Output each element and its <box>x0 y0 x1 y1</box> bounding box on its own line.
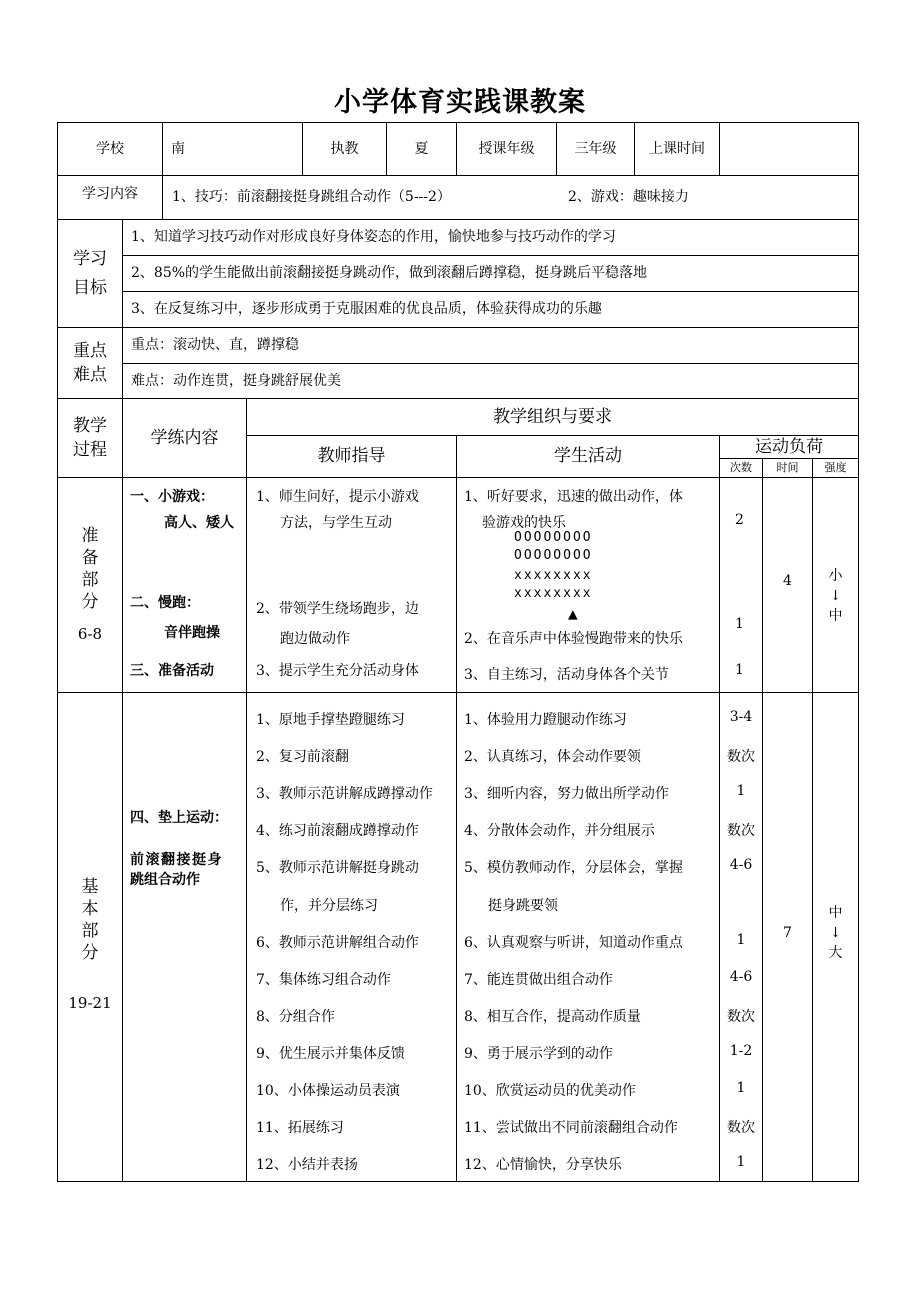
basic-teacher-line: 2、复习前滚翻 <box>256 749 349 766</box>
key-point: 重点：滚动快、直，蹲撑稳 <box>131 337 299 354</box>
arrow-down-icon: ↓ <box>829 924 842 941</box>
basic-teacher-line: 12、小结并表扬 <box>256 1157 358 1174</box>
basic-counts-line: 1 <box>736 783 746 800</box>
basic-teacher-line: 11、拓展练习 <box>256 1120 344 1137</box>
basic-intensity-end: 大 <box>828 945 843 962</box>
basic-teacher-line: 8、分组合作 <box>256 1008 335 1025</box>
basic-teacher-line: 5、教师示范讲解挺身跳动 <box>256 860 419 877</box>
prep-section-label <box>58 478 122 692</box>
goals-label-line-1: 学习 <box>73 249 107 270</box>
prep-student-line: 验游戏的快乐 <box>482 515 566 531</box>
basic-teacher-line: 9、优生展示并集体反馈 <box>256 1045 405 1062</box>
prep-teacher-line: 方法，与学生互动 <box>280 515 392 531</box>
prep-content-item: 音伴跑操 <box>164 625 220 641</box>
prep-student-line: 2、在音乐声中体验慢跑带来的快乐 <box>464 631 683 647</box>
school-label: 学校 <box>96 140 124 157</box>
rule <box>57 1181 859 1182</box>
basic-content-item: 四、垫上运动： <box>130 810 228 826</box>
basic-teacher-line: 1、原地手撑垫蹬腿练习 <box>256 712 405 728</box>
teacher-value: 夏 <box>414 140 429 157</box>
basic-counts-line: 4-6 <box>729 857 753 874</box>
basic-label-char: 部 <box>81 921 99 942</box>
basic-student-line: 6、认真观察与听讲，知道动作重点 <box>464 934 683 951</box>
basic-content-item: 前滚翻接挺身 <box>130 852 223 868</box>
rule <box>122 398 123 1181</box>
basic-time: 7 <box>783 924 792 941</box>
rule <box>57 477 859 478</box>
goals-label-line-2: 目标 <box>73 277 107 298</box>
basic-counts-line: 1 <box>736 1080 746 1096</box>
basic-teacher-line: 10、小体操运动员表演 <box>256 1083 400 1099</box>
formation-row: OOOOOOOO <box>514 548 593 563</box>
basic-label-char: 本 <box>81 899 99 920</box>
keys-label <box>58 328 122 398</box>
basic-student-line: 5、模仿教师动作，分层体会，掌握 <box>464 860 683 877</box>
basic-student-line: 11、尝试做出不同前滚翻组合动作 <box>464 1120 678 1137</box>
basic-counts-line: 3-4 <box>729 709 753 725</box>
teacher-guidance-header: 教师指导 <box>317 446 386 467</box>
goals-label <box>58 220 122 327</box>
prep-intensity-start: 小 <box>828 567 843 584</box>
formation-row: xxxxxxxx <box>514 568 593 583</box>
grade-label: 授课年级 <box>478 140 535 157</box>
time-header: 时间 <box>776 461 799 475</box>
basic-student-line: 挺身跳要领 <box>488 897 558 914</box>
basic-intensity <box>813 888 858 978</box>
process-header-line-1: 教学 <box>73 415 107 436</box>
basic-student-line: 9、勇于展示学到的动作 <box>464 1045 613 1062</box>
content-header: 学练内容 <box>150 427 219 448</box>
rule <box>122 219 123 398</box>
prep-content-item: 二、慢跑： <box>130 595 200 611</box>
prep-count: 1 <box>735 662 744 678</box>
arrow-down-icon: ↓ <box>829 587 842 604</box>
basic-counts-line: 数次 <box>727 1008 755 1025</box>
teacher-position-icon: ▲ <box>568 604 580 623</box>
basic-counts-line: 数次 <box>727 749 755 766</box>
basic-duration: 19-21 <box>68 994 112 1013</box>
prep-teacher-line: 3、提示学生充分活动身体 <box>256 663 419 679</box>
basic-student-line: 1、体验用力蹬腿动作练习 <box>464 712 627 728</box>
process-header-line-2: 过程 <box>73 440 107 460</box>
basic-intensity-start: 中 <box>828 904 843 921</box>
goal-item-2: 2、85%的学生能做出前滚翻接挺身跳动作，做到滚翻后蹲撑稳，挺身跳后平稳落地 <box>131 265 648 282</box>
prep-intensity-end: 中 <box>828 608 843 625</box>
formation-row: OOOOOOOO <box>514 530 593 545</box>
prep-duration: 6-8 <box>77 625 103 644</box>
difficulty-point: 难点：动作连贯，挺身跳舒展优美 <box>131 372 341 389</box>
intensity-header: 强度 <box>824 461 847 475</box>
basic-student-line: 4、分散体会动作，并分组展示 <box>464 823 655 840</box>
page-title: 小学体育实践课教案 <box>334 87 586 118</box>
prep-teacher-line: 2、带领学生绕场跑步，边 <box>256 601 419 617</box>
prep-label-char: 部 <box>81 570 99 591</box>
basic-teacher-line: 3、教师示范讲解成蹲撑动作 <box>256 786 433 803</box>
class-time-label: 上课时间 <box>649 140 705 157</box>
basic-content-item: 跳组合动作 <box>130 872 200 888</box>
basic-counts-line: 1 <box>736 1154 746 1171</box>
basic-student-line: 7、能连贯做出组合动作 <box>464 971 613 988</box>
organization-header: 教学组织与要求 <box>493 406 612 427</box>
goal-item-3: 3、在反复练习中，逐步形成勇于克服困难的优良品质，体验获得成功的乐趣 <box>131 301 602 318</box>
content-item-2: 2、游戏：趣味接力 <box>568 189 689 206</box>
basic-counts-line: 4-6 <box>729 968 753 985</box>
school-value: 南 <box>171 140 185 157</box>
prep-time: 4 <box>783 572 792 589</box>
exercise-load-header: 运动负荷 <box>755 436 823 457</box>
prep-label-char: 准 <box>81 526 99 547</box>
basic-label-char: 分 <box>81 943 99 964</box>
student-activity-header: 学生活动 <box>554 446 622 467</box>
rule <box>719 435 720 1181</box>
prep-label-char: 分 <box>81 592 99 613</box>
keys-label-line-1: 重点 <box>73 340 107 361</box>
keys-label-line-2: 难点 <box>73 365 107 385</box>
basic-student-line: 8、相互合作，提高动作质量 <box>464 1008 641 1025</box>
prep-content-item: 一、小游戏： <box>130 489 214 505</box>
process-header <box>58 399 122 477</box>
basic-teacher-line: 6、教师示范讲解组合动作 <box>256 934 419 951</box>
basic-student-line: 10、欣赏运动员的优美动作 <box>464 1083 636 1099</box>
rule <box>456 435 457 1181</box>
basic-teacher-line: 4、练习前滚翻成蹲撑动作 <box>256 823 419 840</box>
table-border-right <box>858 122 859 1182</box>
prep-content-item: 高人、矮人 <box>164 515 234 531</box>
count-header: 次数 <box>730 461 752 475</box>
goal-item-1: 1、知道学习技巧动作对形成良好身体姿态的作用，愉快地参与技巧动作的学习 <box>131 229 616 246</box>
basic-student-line: 12、心情愉快，分享快乐 <box>464 1157 622 1174</box>
basic-counts-line: 数次 <box>727 823 755 840</box>
basic-teacher-line: 作，并分层练习 <box>280 897 378 914</box>
prep-count: 2 <box>735 512 744 528</box>
basic-student-line: 3、细听内容，努力做出所学动作 <box>464 786 669 803</box>
rule <box>162 175 163 219</box>
basic-counts-line: 1-2 <box>729 1042 753 1059</box>
formation-row: xxxxxxxx <box>514 586 593 601</box>
prep-teacher-line: 1、师生问好，提示小游戏 <box>256 489 419 505</box>
prep-count: 1 <box>735 616 744 632</box>
content-label: 学习内容 <box>82 185 138 202</box>
basic-teacher-line: 7、集体练习组合动作 <box>256 971 391 988</box>
rule <box>246 398 247 1181</box>
prep-content-item: 三、准备活动 <box>130 663 214 679</box>
basic-label-char: 基 <box>81 877 99 898</box>
teacher-label: 执教 <box>330 140 359 157</box>
basic-counts-line: 1 <box>736 931 746 948</box>
basic-student-line: 2、认真练习，体会动作要领 <box>464 749 641 766</box>
prep-label-char: 备 <box>81 548 99 569</box>
prep-teacher-line: 跑边做动作 <box>280 631 350 647</box>
prep-student-line: 3、自主练习，活动身体各个关节 <box>464 667 669 683</box>
grade-value: 三年级 <box>574 140 617 157</box>
prep-student-line: 1、听好要求，迅速的做出动作，体 <box>464 489 683 505</box>
class-time-value <box>720 123 858 175</box>
content-item-1: 1、技巧：前滚翻接挺身跳组合动作（5---2） <box>172 189 451 206</box>
basic-counts-line: 数次 <box>727 1120 755 1137</box>
prep-intensity <box>813 556 858 636</box>
rule <box>57 692 859 693</box>
basic-section-label <box>58 860 122 1030</box>
